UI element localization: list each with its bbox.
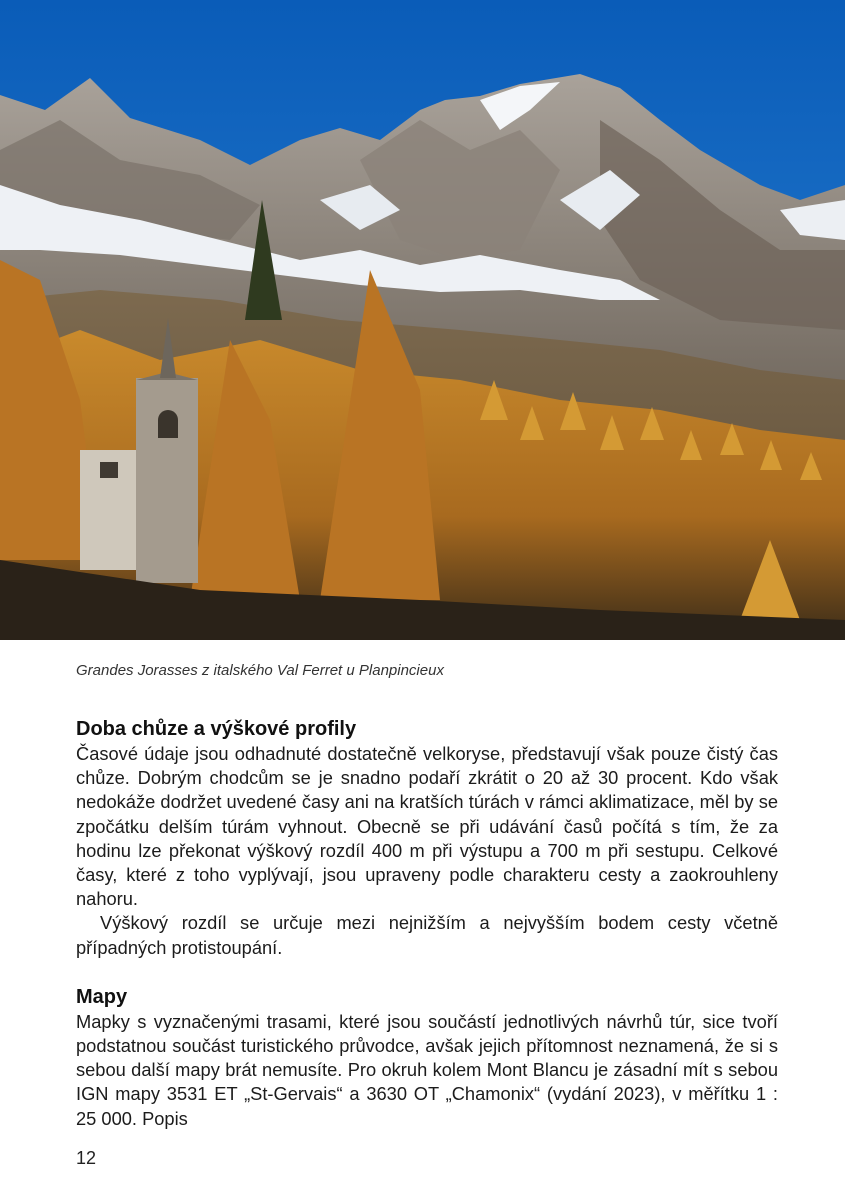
page-number: 12	[76, 1148, 97, 1168]
text-content	[76, 716, 778, 1131]
photo-caption: Grandes Jorasses z italského Val Ferret u Planpincieux	[76, 662, 444, 679]
paragraph: Výškový rozdíl se určuje mezi nejnižším a nejvyšším bodem cesty včetně případných protistoupání.	[76, 912, 778, 958]
paragraph: Časové údaje jsou odhadnuté dostatečně velkoryse, představují však pouze čistý čas chůze. Dobrým chodcům se je snadno podaří zkrátit o 20 až 30 procent. Kdo však nedokáže dodržet uvedené časy ani na kratších túrách v rámci aklimatizace, měl by se zpočátku delším túrám vyhnout. Obecně se při udávání časů počítá s tím, že za hodinu lze překonat výškový rozdíl 400 m při výstupu a 700 m při sestupu. Celkové časy, které z toho vyplývají, jsou upraveny podle charakteru cesty a zaokrouhleny nahoru.	[76, 743, 778, 910]
section-spacer	[76, 960, 778, 984]
section-heading: Mapy	[76, 985, 128, 1008]
paragraph: Mapky s vyznačenými trasami, které jsou součástí jednotlivých návrhů túr, sice tvoří podstatnou součást turistického průvodce, avšak jejich přítomnost neznamená, že si s sebou další mapy brát nemusíte. Pro okruh kolem Mont Blancu je zásadní mít s sebou IGN mapy 3531 ET „St-Gervais“ a 3630 OT „Chamonix“ (vydání 2023), v měřítku 1 : 25 000. Popis	[76, 1010, 778, 1129]
section-heading: Doba chůze a výškové profily	[76, 718, 357, 740]
